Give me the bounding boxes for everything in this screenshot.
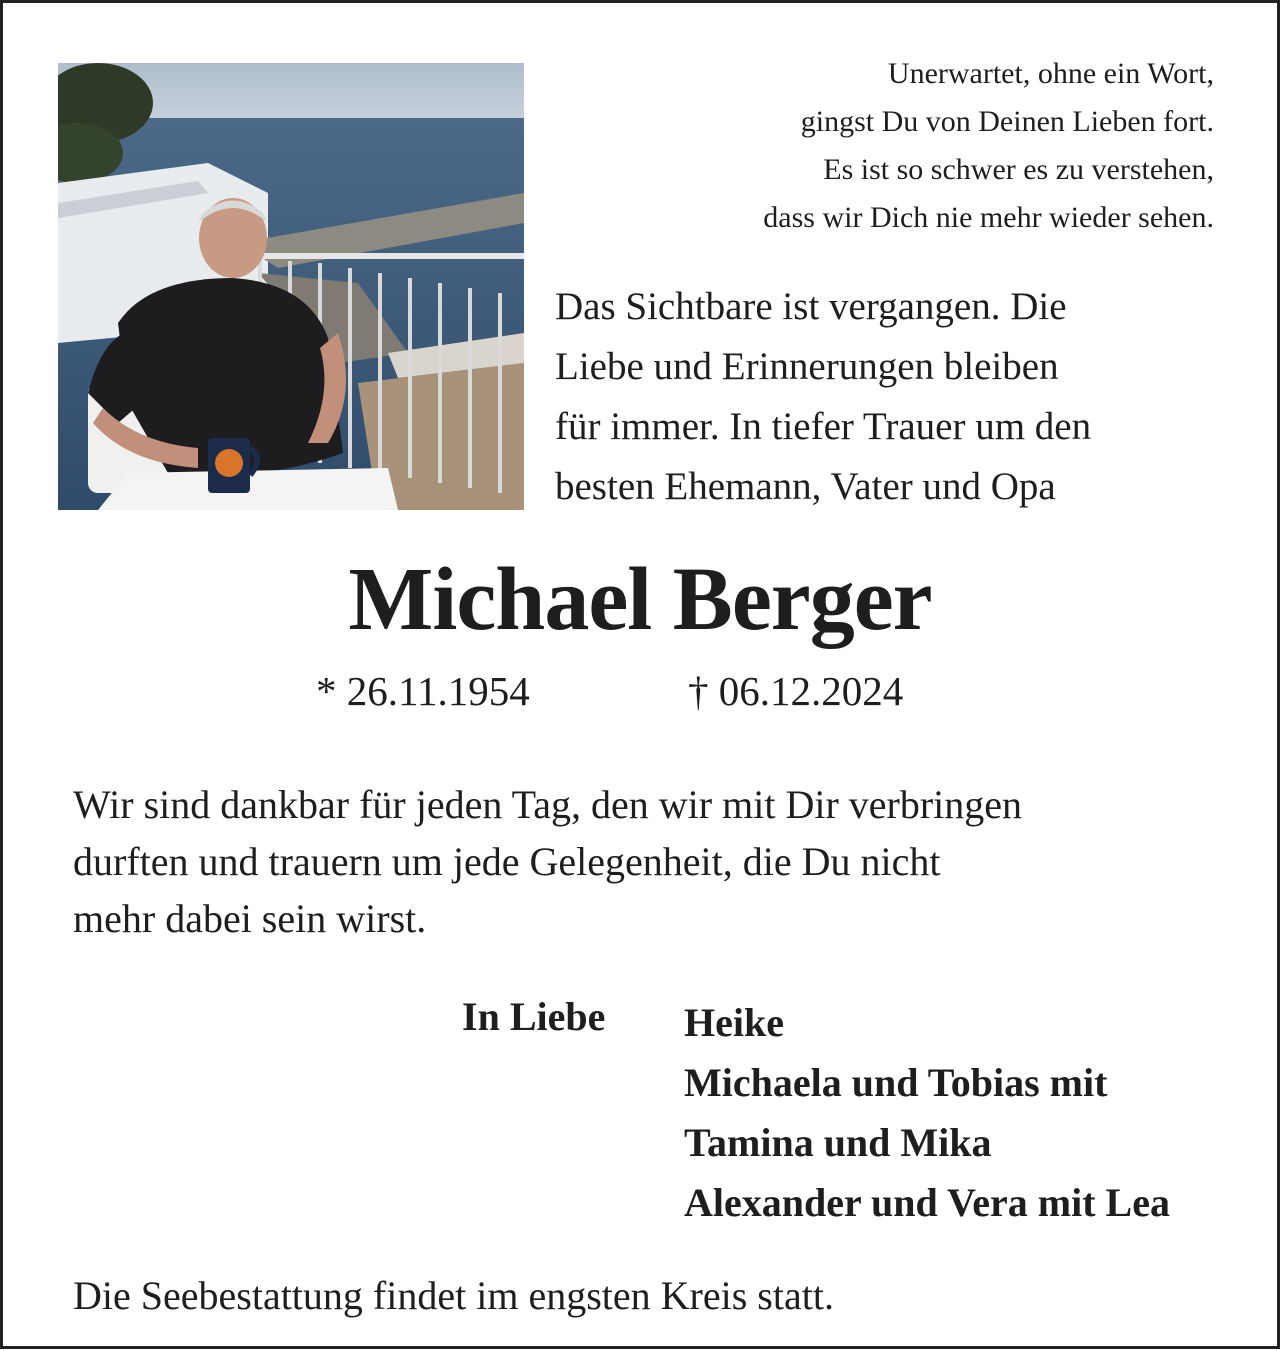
poem xyxy=(574,50,1214,242)
family-member: Heike xyxy=(684,1000,784,1045)
family-list xyxy=(684,993,1170,1233)
poem-line: Es ist so schwer es zu verstehen, xyxy=(823,153,1214,186)
death-date: † 06.12.2024 xyxy=(688,668,904,714)
mourning-text xyxy=(555,277,1255,517)
family-member: Michaela und Tobias mit xyxy=(684,1060,1108,1105)
birth-date: * 26.11.1954 xyxy=(316,668,530,714)
deceased-name: Michael Berger xyxy=(348,550,932,649)
family-member: Tamina und Mika xyxy=(684,1120,992,1165)
gratitude-line: durften und trauern um jede Gelegenheit, die Du nicht xyxy=(73,839,941,884)
poem-line: dass wir Dich nie mehr wieder sehen. xyxy=(763,201,1214,234)
mourning-line: Das Sichtbare ist vergangen. Die xyxy=(555,285,1067,328)
poem-line: Unerwartet, ohne ein Wort, xyxy=(887,57,1214,90)
funeral-note: Die Seebestattung findet im engsten Kreis statt. xyxy=(73,1273,834,1318)
portrait-photo xyxy=(58,63,524,510)
poem-line: gingst Du von Deinen Lieben fort. xyxy=(800,105,1214,138)
mourning-line: Liebe und Erinnerungen bleiben xyxy=(555,345,1059,388)
signoff-label: In Liebe xyxy=(462,994,606,1039)
mourning-line: für immer. In tiefer Trauer um den xyxy=(555,405,1092,448)
gratitude-line: Wir sind dankbar für jeden Tag, den wir mit Dir verbringen xyxy=(73,782,1023,827)
gratitude-line: mehr dabei sein wirst. xyxy=(73,896,427,941)
mourning-line: besten Ehemann, Vater und Opa xyxy=(555,465,1056,508)
family-member: Alexander und Vera mit Lea xyxy=(684,1180,1170,1225)
gratitude-text xyxy=(73,776,1253,947)
